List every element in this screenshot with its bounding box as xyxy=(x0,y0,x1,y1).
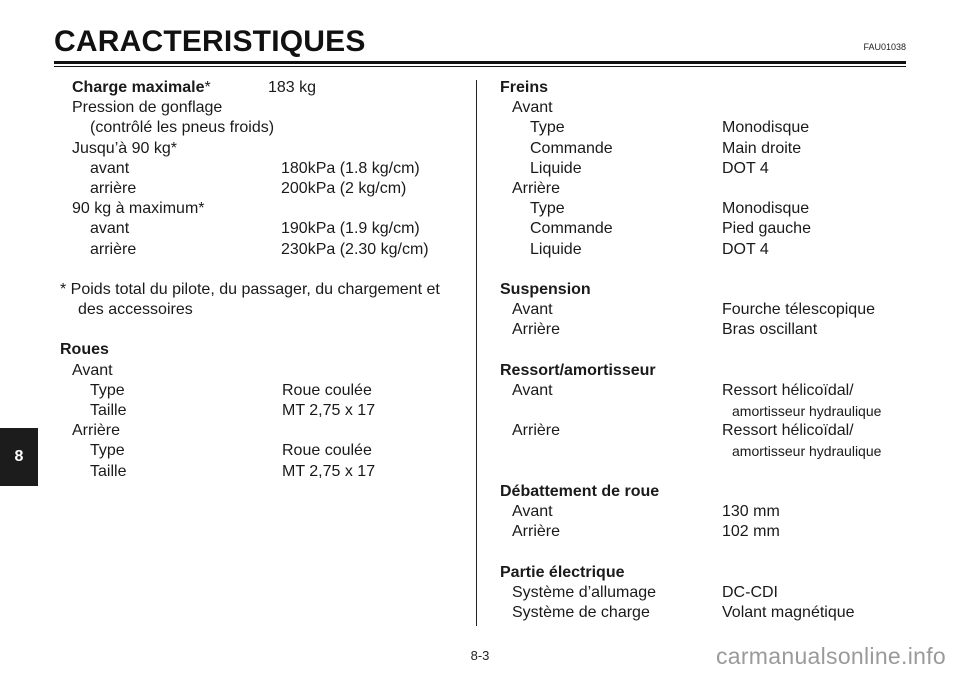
d-avant-value: 130 mm xyxy=(722,502,780,520)
avant2-value: 190kPa (1.9 kg/cm) xyxy=(281,220,420,238)
footnote-line-1 xyxy=(54,280,474,300)
fa-type-label: Type xyxy=(530,119,565,137)
s-arriere-label: Arrière xyxy=(512,321,561,339)
roues-arriere-label: Arrière xyxy=(72,422,121,440)
footnote-text-1: * Poids total du pilote, du passager, du chargement et xyxy=(60,280,440,298)
ra-taille-value: MT 2,75 x 17 xyxy=(282,402,376,419)
r-arriere-value: Ressort hélicoïdal/ xyxy=(722,422,854,440)
fa-liq-label: Liquide xyxy=(530,159,582,177)
s-arriere-row xyxy=(496,320,916,340)
spec-row-charge xyxy=(54,78,474,98)
r-arriere-row-2 xyxy=(496,441,916,461)
fa-liq-row xyxy=(496,159,916,179)
pression-label: Pression de gonflage xyxy=(72,99,223,117)
d-arriere-value: 102 mm xyxy=(722,523,780,541)
document-code: FAU01038 xyxy=(863,42,906,52)
roues-avant-taille-row xyxy=(54,401,474,421)
e-allumage-row xyxy=(496,583,916,603)
fr-cmd-value: Pied gauche xyxy=(722,220,811,238)
s-arriere-value: Bras oscillant xyxy=(722,321,818,339)
e-allumage-label: Système d’allumage xyxy=(512,583,657,601)
spec-row-max xyxy=(54,199,474,219)
spec-row-pression-note xyxy=(54,118,474,138)
d-arriere-row xyxy=(496,522,916,542)
r-avant-row-2 xyxy=(496,401,916,421)
section-electrique xyxy=(496,563,916,583)
fr-cmd-label: Commande xyxy=(530,220,613,238)
ressort-heading: Ressort/amortisseur xyxy=(500,361,656,379)
r-avant-value-2: amortisseur hydraulique xyxy=(732,403,882,419)
fa-liq-value: DOT 4 xyxy=(722,159,769,177)
roues-avant-row xyxy=(54,361,474,381)
avant2-label: avant xyxy=(90,220,130,238)
column-divider xyxy=(476,80,477,626)
fa-cmd-row xyxy=(496,139,916,159)
max-label: 90 kg à maximum* xyxy=(72,200,205,218)
header-rule-thin xyxy=(54,66,906,67)
r-avant-value: Ressort hélicoïdal/ xyxy=(722,381,854,399)
debattement-heading: Débattement de roue xyxy=(500,482,660,500)
s-avant-label: Avant xyxy=(512,301,553,319)
rr-taille-label: Taille xyxy=(90,462,127,480)
charge-label: Charge maximale xyxy=(72,79,205,96)
s-avant-value: Fourche télescopique xyxy=(722,301,875,319)
section-roues xyxy=(54,340,474,360)
arriere1-label: arrière xyxy=(90,179,137,197)
rr-type-value: Roue coulée xyxy=(282,442,372,460)
page-number: 8-3 xyxy=(470,648,490,663)
arriere2-label: arrière xyxy=(90,240,137,258)
left-column xyxy=(54,78,474,482)
roues-arriere-taille-row xyxy=(54,462,474,482)
spec-row-arriere-1 xyxy=(54,179,474,199)
spec-row-arriere-2 xyxy=(54,240,474,260)
jusqu-label: Jusqu’à 90 kg* xyxy=(72,139,177,157)
section-ressort xyxy=(496,361,916,381)
rr-taille-value: MT 2,75 x 17 xyxy=(282,462,376,480)
spec-row-pression xyxy=(54,98,474,118)
pression-note: (contrôlé les pneus froids) xyxy=(90,119,275,137)
avant1-label: avant xyxy=(90,159,130,177)
d-arriere-label: Arrière xyxy=(512,523,561,541)
spec-row-avant-2 xyxy=(54,219,474,239)
freins-arriere-row xyxy=(496,179,916,199)
footnote-text-2: des accessoires xyxy=(78,301,193,319)
r-arriere-label: Arrière xyxy=(512,422,561,440)
suspension-heading: Suspension xyxy=(500,280,591,298)
r-arriere-row xyxy=(496,421,916,441)
arriere2-value: 230kPa (2.30 kg/cm) xyxy=(281,240,429,258)
rr-type-label: Type xyxy=(90,442,125,460)
d-avant-row xyxy=(496,502,916,522)
fa-type-row xyxy=(496,118,916,138)
section-freins xyxy=(496,78,916,98)
charge-mark: * xyxy=(204,79,211,96)
r-arriere-value-2: amortisseur hydraulique xyxy=(732,443,882,460)
chapter-tab xyxy=(0,428,38,486)
fa-cmd-label: Commande xyxy=(530,139,613,157)
r-avant-row xyxy=(496,381,916,401)
roues-avant-label: Avant xyxy=(72,361,113,379)
r-avant-label: Avant xyxy=(512,381,553,399)
fr-type-label: Type xyxy=(530,200,565,218)
e-charge-value: Volant magnétique xyxy=(722,603,855,621)
ra-type-value: Roue coulée xyxy=(282,381,372,399)
footnote-line-2 xyxy=(54,300,474,320)
right-column xyxy=(496,78,916,623)
fr-type-value: Monodisque xyxy=(722,200,810,218)
freins-avant-label: Avant xyxy=(512,99,553,117)
ra-taille-label: Taille xyxy=(90,402,127,419)
roues-arriere-row xyxy=(54,421,474,441)
freins-avant-row xyxy=(496,98,916,118)
watermark: carmanualsonline.info xyxy=(715,643,946,669)
d-avant-label: Avant xyxy=(512,502,553,520)
s-avant-row xyxy=(496,300,916,320)
roues-avant-type-row xyxy=(54,381,474,401)
arriere1-value: 200kPa (2 kg/cm) xyxy=(281,179,407,197)
freins-heading: Freins xyxy=(500,79,549,96)
page-title: CARACTERISTIQUES xyxy=(54,25,366,58)
fr-liq-row xyxy=(496,240,916,260)
roues-heading: Roues xyxy=(60,341,109,359)
spec-row-avant-1 xyxy=(54,159,474,179)
fa-type-value: Monodisque xyxy=(722,119,810,137)
fa-cmd-value: Main droite xyxy=(722,139,802,157)
roues-arriere-type-row xyxy=(54,441,474,461)
charge-value: 183 kg xyxy=(268,79,317,96)
spec-row-jusqu xyxy=(54,139,474,159)
chapter-tab-label: 8 xyxy=(14,448,24,465)
fr-cmd-row xyxy=(496,219,916,239)
avant1-value: 180kPa (1.8 kg/cm) xyxy=(281,159,420,177)
header-rule xyxy=(54,61,906,64)
ra-type-label: Type xyxy=(90,381,125,399)
fr-type-row xyxy=(496,199,916,219)
fr-liq-label: Liquide xyxy=(530,240,582,258)
section-suspension xyxy=(496,280,916,300)
freins-arriere-label: Arrière xyxy=(512,179,561,197)
electrique-heading: Partie électrique xyxy=(500,563,625,581)
e-allumage-value: DC-CDI xyxy=(722,583,778,601)
e-charge-row xyxy=(496,603,916,623)
section-debattement xyxy=(496,482,916,502)
e-charge-label: Système de charge xyxy=(512,603,650,621)
fr-liq-value: DOT 4 xyxy=(722,240,769,258)
